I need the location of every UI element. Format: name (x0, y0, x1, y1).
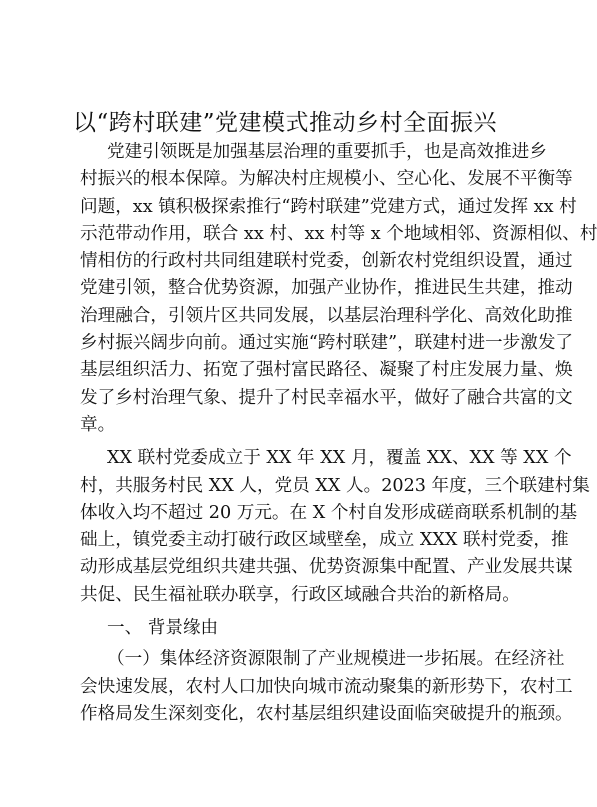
text-line: 村，共服务村民 XX 人，党员 XX 人。2023 年度，三个联建村集 (80, 475, 590, 496)
text-line: 作格局发生深刻变化，农村基层组织建设面临突破提升的瓶颈。 (80, 703, 573, 724)
text-line: 会快速发展，农村人口加快向城市流动聚集的新形势下，农村工 (80, 676, 573, 697)
overview-paragraph (80, 445, 590, 609)
text-line: 党建引领既是加强基层治理的重要抓手，也是高效推进乡 (107, 142, 547, 162)
document-title: 以“跨村联建”党建模式推动乡村全面振兴 (72, 110, 498, 136)
section-heading: 一、 背景缘由 (107, 618, 219, 639)
text-line: （一）集体经济资源限制了产业规模进一步拓展。在经济社 (107, 649, 565, 670)
text-line: 情相仿的行政村共同组建联村党委，创新农村党组织设置，通过 (80, 251, 573, 272)
text-line: 党建引领，整合优势资源，加强产业协作，推进民生共建，推动 (80, 278, 573, 299)
text-line: 共促、民生福祉联办联享，行政区域融合共治的新格局。 (80, 584, 520, 605)
text-line: 乡村振兴阔步向前。通过实施“跨村联建”，联建村进一步激发了 (80, 333, 574, 354)
text-line: 示范带动作用，联合 xx 村、xx 村等 x 个地域相邻、资源相似、村 (80, 223, 597, 244)
text-line: 动形成基层党组织共建共强、优势资源集中配置、产业发展共谋 (80, 557, 573, 578)
text-line: XX 联村党委成立于 XX 年 XX 月，覆盖 XX、XX 等 XX 个 (107, 448, 572, 469)
text-line: 发了乡村治理气象、提升了村民幸福水平，做好了融合共富的文 (80, 387, 573, 408)
document-body (80, 139, 597, 734)
text-line: 础上，镇党委主动打破行政区域壁垒，成立 XXX 联村党委，推 (80, 530, 569, 551)
subsection-paragraph (80, 646, 573, 728)
text-line: 章。 (80, 414, 116, 435)
text-line: 问题，xx 镇积极探索推行“跨村联建”党建方式，通过发挥 xx 村 (80, 196, 577, 217)
text-line: 治理融合，引领片区共同发展，以基层治理科学化、高效化助推 (80, 305, 573, 326)
intro-paragraph (80, 139, 597, 439)
text-line: 基层组织活力、拓宽了强村富民路径、凝聚了村庄发展力量、焕 (80, 360, 573, 381)
text-line: 体收入均不超过 20 万元。在 X 个村自发形成磋商联系机制的基 (80, 502, 578, 523)
text-line: 村振兴的根本保障。为解决村庄规模小、空心化、发展不平衡等 (80, 169, 573, 190)
